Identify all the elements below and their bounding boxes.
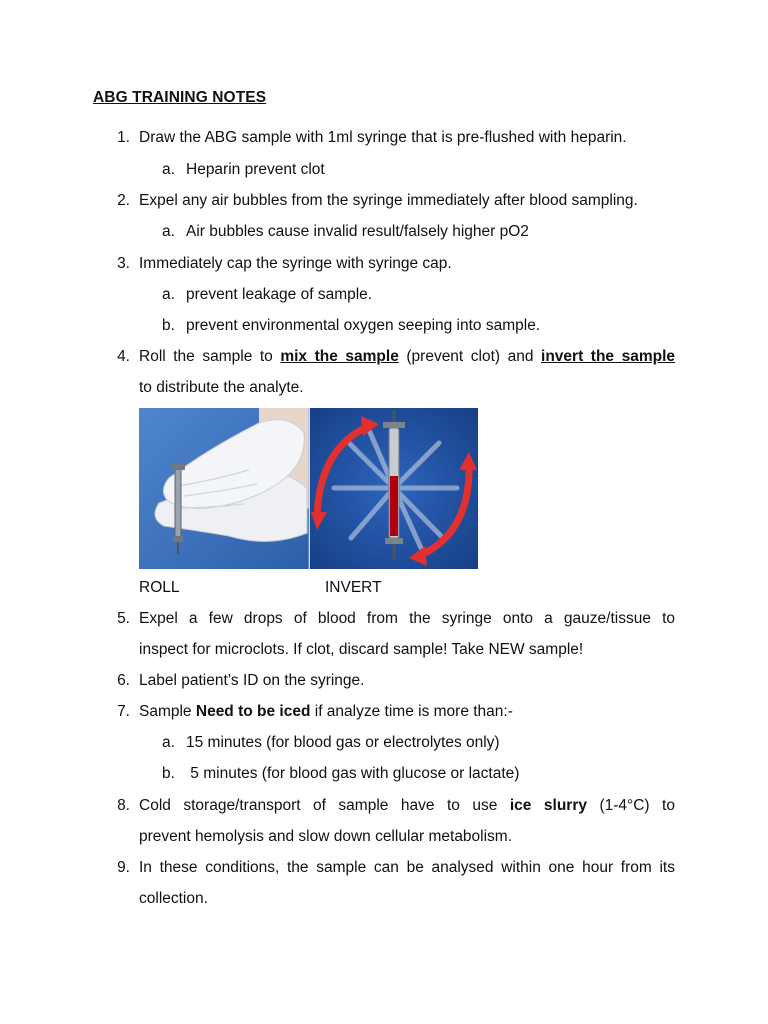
item-text-part: Sample — [139, 703, 196, 720]
item-text — [139, 702, 513, 722]
item-text-line: Expel a few drops of blood from the syringe onto a gauze/tissue to — [139, 610, 675, 627]
emphasis-mix: mix the sample — [280, 348, 399, 365]
emphasis-invert: invert the sample — [541, 348, 676, 365]
sub-text: Heparin prevent clot — [186, 161, 325, 178]
item-text-line — [139, 347, 675, 367]
item-number: 8. — [117, 797, 130, 814]
item-number: 7. — [117, 703, 130, 720]
emphasis-iced: Need to be iced — [195, 703, 311, 720]
item-number: 9. — [117, 859, 130, 876]
sub-text: Air bubbles cause invalid result/falsely higher pO2 — [186, 223, 529, 240]
item-text-continuation: inspect for microclots. If clot, discard sample! Take NEW sample! — [139, 641, 584, 658]
item-number: 5. — [117, 610, 130, 627]
invert-panel — [310, 408, 478, 569]
item-text: Expel any air bubbles from the syringe immediately after blood sampling. — [139, 192, 638, 209]
sub-text: 15 minutes (for blood gas or electrolytes only) — [186, 734, 500, 751]
caption-roll: ROLL — [139, 579, 180, 596]
item-text-line: In these conditions, the sample can be analysed within one hour from its — [139, 859, 675, 876]
caption-invert: INVERT — [325, 579, 382, 596]
item-text-part: (prevent clot) and — [398, 348, 542, 365]
item-text-part: Roll the sample to — [139, 348, 281, 365]
roll-invert-figure — [139, 408, 478, 569]
emphasis-ice-slurry: ice slurry — [509, 797, 587, 814]
sub-letter: a. — [162, 734, 175, 751]
item-text: Immediately cap the syringe with syringe cap. — [139, 255, 452, 272]
item-text-continuation: prevent hemolysis and slow down cellular metabolism. — [139, 828, 513, 845]
page-title: ABG TRAINING NOTES — [93, 89, 267, 106]
item-text-line — [139, 796, 675, 816]
sub-letter: a. — [162, 223, 175, 240]
item-number: 4. — [117, 348, 130, 365]
item-text-part: (1-4°C) to — [586, 797, 675, 814]
sub-letter: a. — [162, 286, 175, 303]
sub-letter: b. — [162, 765, 175, 782]
sub-text: prevent leakage of sample. — [186, 286, 373, 303]
item-text: Draw the ABG sample with 1ml syringe that is pre-flushed with heparin. — [139, 129, 627, 146]
item-number: 6. — [117, 672, 130, 689]
sub-text: prevent environmental oxygen seeping into sample. — [186, 317, 541, 334]
roll-panel — [139, 408, 309, 569]
item-number: 1. — [117, 129, 130, 146]
item-text-continuation: to distribute the analyte. — [139, 379, 304, 396]
item-number: 2. — [117, 192, 130, 209]
figure-illustration — [139, 408, 478, 569]
sub-letter: a. — [162, 161, 175, 178]
item-number: 3. — [117, 255, 130, 272]
sub-text: 5 minutes (for blood gas with glucose or lactate) — [186, 765, 520, 782]
sub-letter: b. — [162, 317, 175, 334]
item-text-part: Cold storage/transport of sample have to use — [139, 797, 510, 814]
item-text: Label patient’s ID on the syringe. — [139, 672, 365, 689]
item-text-continuation: collection. — [139, 890, 208, 907]
item-text-part: if analyze time is more than:- — [310, 703, 513, 720]
